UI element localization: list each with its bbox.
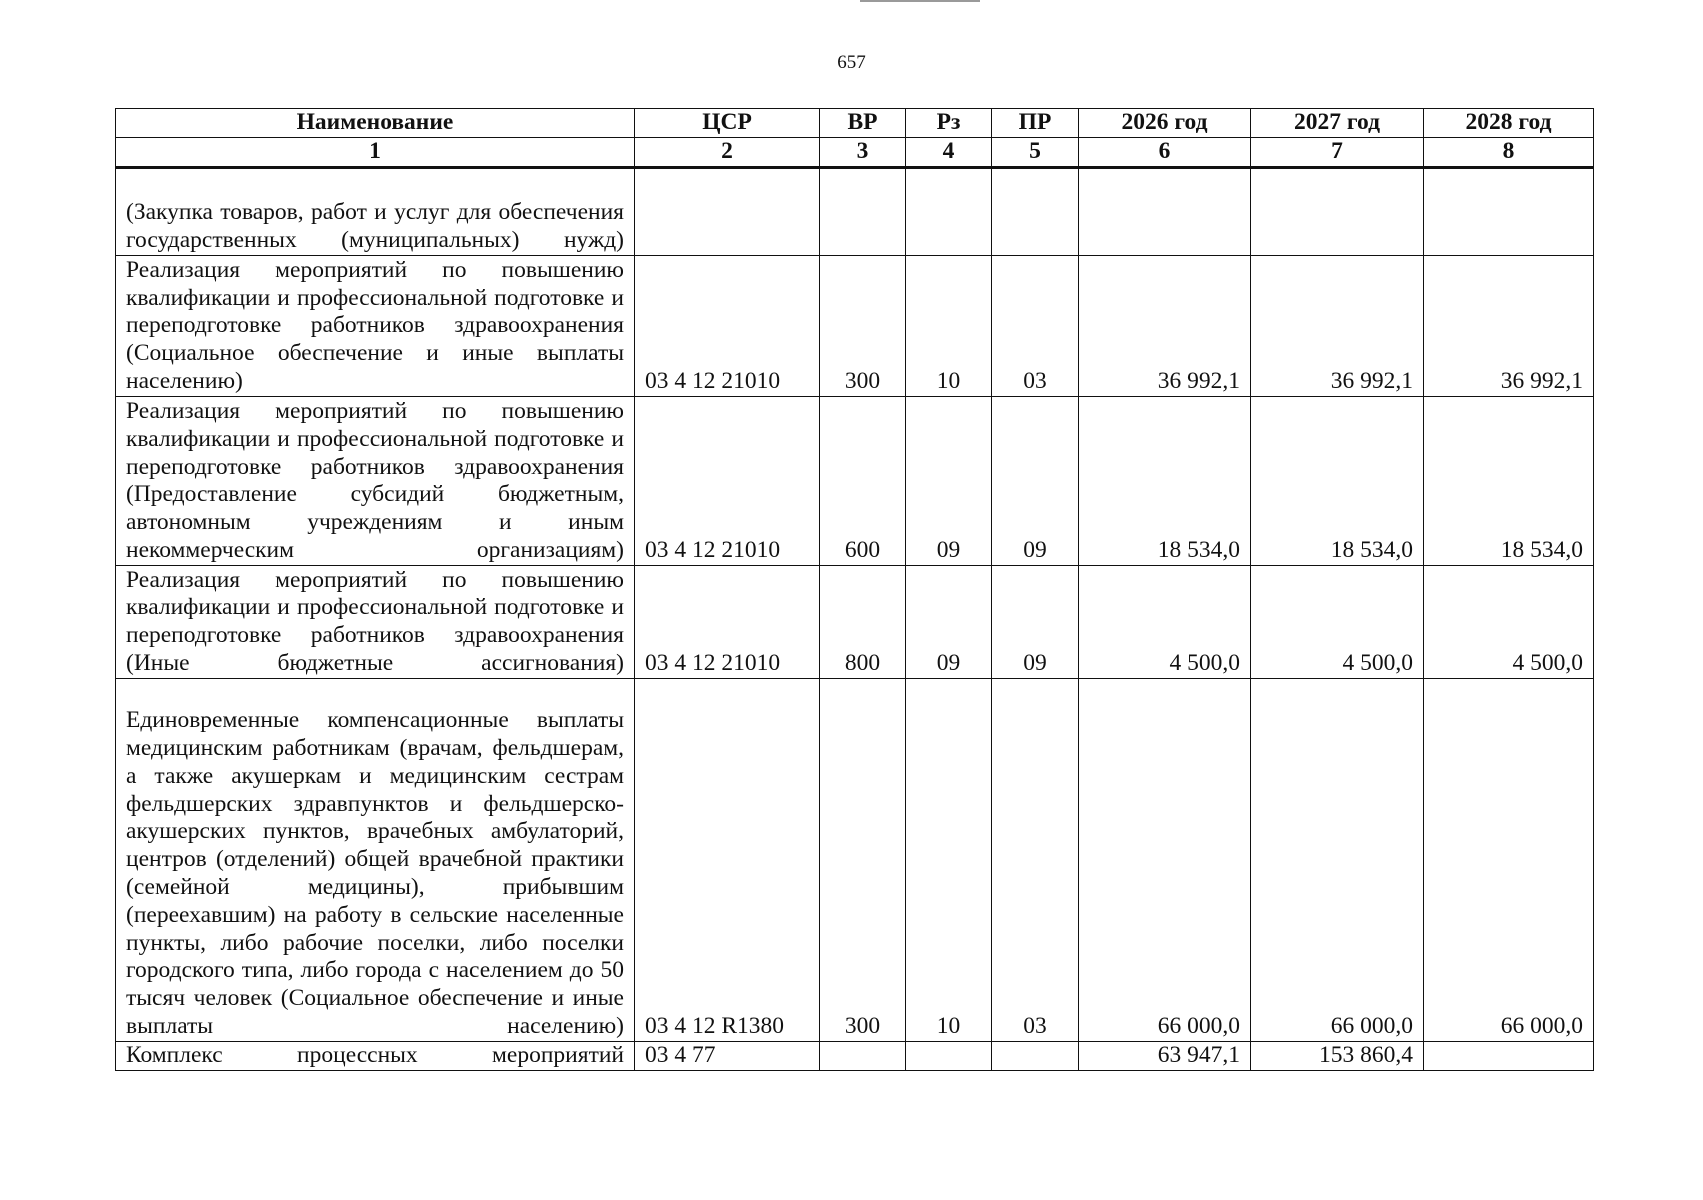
table-row: [116, 565, 1594, 678]
column-number: 4: [906, 138, 992, 168]
row-name: Комплекс процессных мероприятий: [116, 1041, 635, 1070]
row-name: (Закупка товаров, работ и услуг для обеспечения государственных (муниципальных) нужд): [116, 167, 635, 255]
row-csr: 03 4 12 21010: [635, 396, 820, 565]
row-2027: [1251, 167, 1424, 255]
row-vr: 800: [820, 565, 906, 678]
row-2027: 4 500,0: [1251, 565, 1424, 678]
table-row: [116, 255, 1594, 396]
row-2027: 153 860,4: [1251, 1041, 1424, 1070]
row-2028: [1424, 167, 1594, 255]
column-number: 1: [116, 138, 635, 168]
row-csr: 03 4 12 21010: [635, 565, 820, 678]
row-2027: 36 992,1: [1251, 255, 1424, 396]
column-number: 2: [635, 138, 820, 168]
scan-artifact-line: [860, 0, 980, 2]
table-row: [116, 396, 1594, 565]
row-rz: 10: [906, 255, 992, 396]
row-name: Единовременные компенсационные выплаты медицинским работникам (врачам, фельдшерам, а также акушеркам и медицинским сестрам фельдшерских здравпунктов и фельдшерско-акушерских пунктов, врачебных амбулаторий, центров (отделений) общей врачебной практики (семейной медицины), прибывшим (переехавшим) на работу в сельские населенные пункты, либо рабочие поселки, либо поселки городского типа, либо города с населением до 50 тысяч человек (Социальное обеспечение и иные выплаты населению): [116, 678, 635, 1041]
column-number: 3: [820, 138, 906, 168]
row-2027: 18 534,0: [1251, 396, 1424, 565]
header-2028: 2028 год: [1424, 109, 1594, 138]
column-number-row: [116, 138, 1594, 168]
header-2027: 2027 год: [1251, 109, 1424, 138]
column-number: 6: [1079, 138, 1251, 168]
budget-table: [115, 108, 1594, 1071]
row-2028: 18 534,0: [1424, 396, 1594, 565]
row-csr: 03 4 12 R1380: [635, 678, 820, 1041]
row-2028: [1424, 1041, 1594, 1070]
header-vr: ВР: [820, 109, 906, 138]
row-2028: 36 992,1: [1424, 255, 1594, 396]
row-pr: 03: [992, 255, 1079, 396]
row-2026: 63 947,1: [1079, 1041, 1251, 1070]
header-row: [116, 109, 1594, 138]
row-vr: 300: [820, 255, 906, 396]
header-pr: ПР: [992, 109, 1079, 138]
page-number: 657: [837, 52, 866, 73]
row-rz: 10: [906, 678, 992, 1041]
row-2026: 36 992,1: [1079, 255, 1251, 396]
row-pr: 03: [992, 678, 1079, 1041]
table-row: [116, 167, 1594, 255]
row-name: Реализация мероприятий по повышению квалификации и профессиональной подготовке и переподготовке работников здравоохранения (Социальное обеспечение и иные выплаты населению): [116, 255, 635, 396]
row-vr: 600: [820, 396, 906, 565]
row-vr: [820, 1041, 906, 1070]
table-row: [116, 1041, 1594, 1070]
column-number: 5: [992, 138, 1079, 168]
row-pr: [992, 1041, 1079, 1070]
row-vr: [820, 167, 906, 255]
row-csr: [635, 167, 820, 255]
table-row: [116, 678, 1594, 1041]
row-name: Реализация мероприятий по повышению квалификации и профессиональной подготовке и переподготовке работников здравоохранения (Иные бюджетные ассигнования): [116, 565, 635, 678]
row-2028: 4 500,0: [1424, 565, 1594, 678]
column-number: 8: [1424, 138, 1594, 168]
row-2026: 18 534,0: [1079, 396, 1251, 565]
row-2026: [1079, 167, 1251, 255]
row-name: Реализация мероприятий по повышению квалификации и профессиональной подготовке и переподготовке работников здравоохранения (Предоставление субсидий бюджетным, автономным учреждениям и иным некоммерческим организациям): [116, 396, 635, 565]
row-pr: 09: [992, 396, 1079, 565]
row-pr: [992, 167, 1079, 255]
row-vr: 300: [820, 678, 906, 1041]
row-rz: 09: [906, 565, 992, 678]
column-number: 7: [1251, 138, 1424, 168]
row-2026: 66 000,0: [1079, 678, 1251, 1041]
row-2028: 66 000,0: [1424, 678, 1594, 1041]
header-name: Наименование: [116, 109, 635, 138]
row-rz: [906, 167, 992, 255]
row-csr: 03 4 12 21010: [635, 255, 820, 396]
header-rz: Рз: [906, 109, 992, 138]
header-2026: 2026 год: [1079, 109, 1251, 138]
row-csr: 03 4 77: [635, 1041, 820, 1070]
row-2027: 66 000,0: [1251, 678, 1424, 1041]
row-rz: [906, 1041, 992, 1070]
row-pr: 09: [992, 565, 1079, 678]
row-2026: 4 500,0: [1079, 565, 1251, 678]
row-rz: 09: [906, 396, 992, 565]
header-csr: ЦСР: [635, 109, 820, 138]
